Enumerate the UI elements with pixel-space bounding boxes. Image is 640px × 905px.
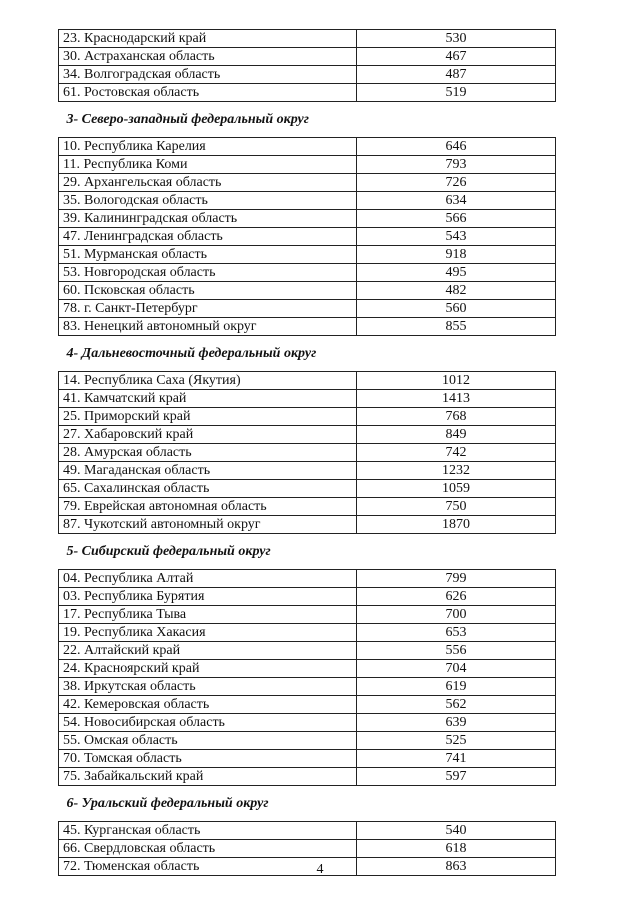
region-value-cell: 799 (357, 570, 556, 588)
region-value-cell: 495 (357, 264, 556, 282)
region-name-cell: 38. Иркутская область (59, 678, 357, 696)
region-name-cell: 34. Волгоградская область (59, 66, 357, 84)
table-row (59, 246, 556, 264)
section-header-row (59, 786, 556, 822)
table-row (59, 588, 556, 606)
table-row (59, 156, 556, 174)
table-row (59, 498, 556, 516)
table-row (59, 264, 556, 282)
region-value-cell: 626 (357, 588, 556, 606)
region-value-cell: 1012 (357, 372, 556, 390)
table-row (59, 624, 556, 642)
table-row (59, 570, 556, 588)
region-name-cell: 35. Вологодская область (59, 192, 357, 210)
region-name-cell: 10. Республика Карелия (59, 138, 357, 156)
table-row (59, 228, 556, 246)
region-value-cell: 742 (357, 444, 556, 462)
region-value-cell: 855 (357, 318, 556, 336)
region-value-cell: 863 (357, 858, 556, 876)
region-name-cell: 30. Астраханская область (59, 48, 357, 66)
region-name-cell: 60. Псковская область (59, 282, 357, 300)
region-value-cell: 543 (357, 228, 556, 246)
table-row (59, 714, 556, 732)
region-name-cell: 45. Курганская область (59, 822, 357, 840)
region-name-cell: 24. Красноярский край (59, 660, 357, 678)
table-row (59, 516, 556, 534)
regions-table (58, 29, 556, 876)
table-row (59, 444, 556, 462)
region-name-cell: 41. Камчатский край (59, 390, 357, 408)
region-value-cell: 1413 (357, 390, 556, 408)
table-row (59, 84, 556, 102)
region-value-cell: 726 (357, 174, 556, 192)
region-name-cell: 61. Ростовская область (59, 84, 357, 102)
region-name-cell: 54. Новосибирская область (59, 714, 357, 732)
region-value-cell: 750 (357, 498, 556, 516)
table-row (59, 408, 556, 426)
region-value-cell: 467 (357, 48, 556, 66)
region-name-cell: 25. Приморский край (59, 408, 357, 426)
region-value-cell: 741 (357, 750, 556, 768)
table-row (59, 480, 556, 498)
region-value-cell: 618 (357, 840, 556, 858)
region-name-cell: 51. Мурманская область (59, 246, 357, 264)
region-value-cell: 525 (357, 732, 556, 750)
table-row (59, 732, 556, 750)
table-row (59, 678, 556, 696)
section-header-row (59, 534, 556, 570)
region-value-cell: 793 (357, 156, 556, 174)
region-name-cell: 03. Республика Бурятия (59, 588, 357, 606)
region-name-cell: 28. Амурская область (59, 444, 357, 462)
table-row (59, 462, 556, 480)
region-name-cell: 53. Новгородская область (59, 264, 357, 282)
region-name-cell: 17. Республика Тыва (59, 606, 357, 624)
region-value-cell: 530 (357, 30, 556, 48)
table-row (59, 606, 556, 624)
table-row (59, 426, 556, 444)
region-value-cell: 768 (357, 408, 556, 426)
region-value-cell: 560 (357, 300, 556, 318)
region-name-cell: 22. Алтайский край (59, 642, 357, 660)
region-name-cell: 23. Краснодарский край (59, 30, 357, 48)
region-value-cell: 619 (357, 678, 556, 696)
region-value-cell: 1870 (357, 516, 556, 534)
region-name-cell: 65. Сахалинская область (59, 480, 357, 498)
region-value-cell: 639 (357, 714, 556, 732)
table-row (59, 750, 556, 768)
region-name-cell: 75. Забайкальский край (59, 768, 357, 786)
region-name-cell: 66. Свердловская область (59, 840, 357, 858)
region-value-cell: 700 (357, 606, 556, 624)
section-title: 5- Сибирский федеральный округ (59, 534, 556, 570)
region-value-cell: 646 (357, 138, 556, 156)
region-name-cell: 55. Омская область (59, 732, 357, 750)
table-row (59, 840, 556, 858)
region-value-cell: 653 (357, 624, 556, 642)
region-value-cell: 482 (357, 282, 556, 300)
region-value-cell: 556 (357, 642, 556, 660)
regions-table-body (59, 30, 556, 876)
section-header-row (59, 336, 556, 372)
region-value-cell: 566 (357, 210, 556, 228)
region-value-cell: 704 (357, 660, 556, 678)
table-row (59, 660, 556, 678)
region-name-cell: 47. Ленинградская область (59, 228, 357, 246)
region-name-cell: 87. Чукотский автономный округ (59, 516, 357, 534)
page-number: 4 (316, 862, 324, 877)
region-name-cell: 49. Магаданская область (59, 462, 357, 480)
table-row (59, 66, 556, 84)
region-name-cell: 27. Хабаровский край (59, 426, 357, 444)
region-name-cell: 78. г. Санкт-Петербург (59, 300, 357, 318)
region-name-cell: 70. Томская область (59, 750, 357, 768)
table-row (59, 390, 556, 408)
table-row (59, 210, 556, 228)
region-value-cell: 597 (357, 768, 556, 786)
table-row (59, 372, 556, 390)
section-header-row (59, 102, 556, 138)
table-row (59, 822, 556, 840)
region-name-cell: 83. Ненецкий автономный округ (59, 318, 357, 336)
region-value-cell: 1059 (357, 480, 556, 498)
region-name-cell: 39. Калининградская область (59, 210, 357, 228)
region-value-cell: 562 (357, 696, 556, 714)
region-value-cell: 540 (357, 822, 556, 840)
table-row (59, 30, 556, 48)
region-value-cell: 918 (357, 246, 556, 264)
region-value-cell: 519 (357, 84, 556, 102)
region-value-cell: 1232 (357, 462, 556, 480)
region-value-cell: 634 (357, 192, 556, 210)
section-title: 3- Северо-западный федеральный округ (59, 102, 556, 138)
table-row (59, 48, 556, 66)
region-name-cell: 04. Республика Алтай (59, 570, 357, 588)
table-row (59, 300, 556, 318)
table-row (59, 138, 556, 156)
region-value-cell: 849 (357, 426, 556, 444)
section-title: 4- Дальневосточный федеральный округ (59, 336, 556, 372)
table-row (59, 282, 556, 300)
table-row (59, 192, 556, 210)
region-name-cell: 11. Республика Коми (59, 156, 357, 174)
section-title: 6- Уральский федеральный округ (59, 786, 556, 822)
table-row (59, 696, 556, 714)
table-row (59, 318, 556, 336)
region-name-cell: 72. Тюменская область (59, 858, 357, 876)
table-row (59, 174, 556, 192)
table-row (59, 642, 556, 660)
region-value-cell: 487 (357, 66, 556, 84)
region-name-cell: 14. Республика Саха (Якутия) (59, 372, 357, 390)
document-page (58, 29, 555, 876)
table-row (59, 768, 556, 786)
region-name-cell: 29. Архангельская область (59, 174, 357, 192)
region-name-cell: 79. Еврейская автономная область (59, 498, 357, 516)
region-name-cell: 42. Кемеровская область (59, 696, 357, 714)
region-name-cell: 19. Республика Хакасия (59, 624, 357, 642)
